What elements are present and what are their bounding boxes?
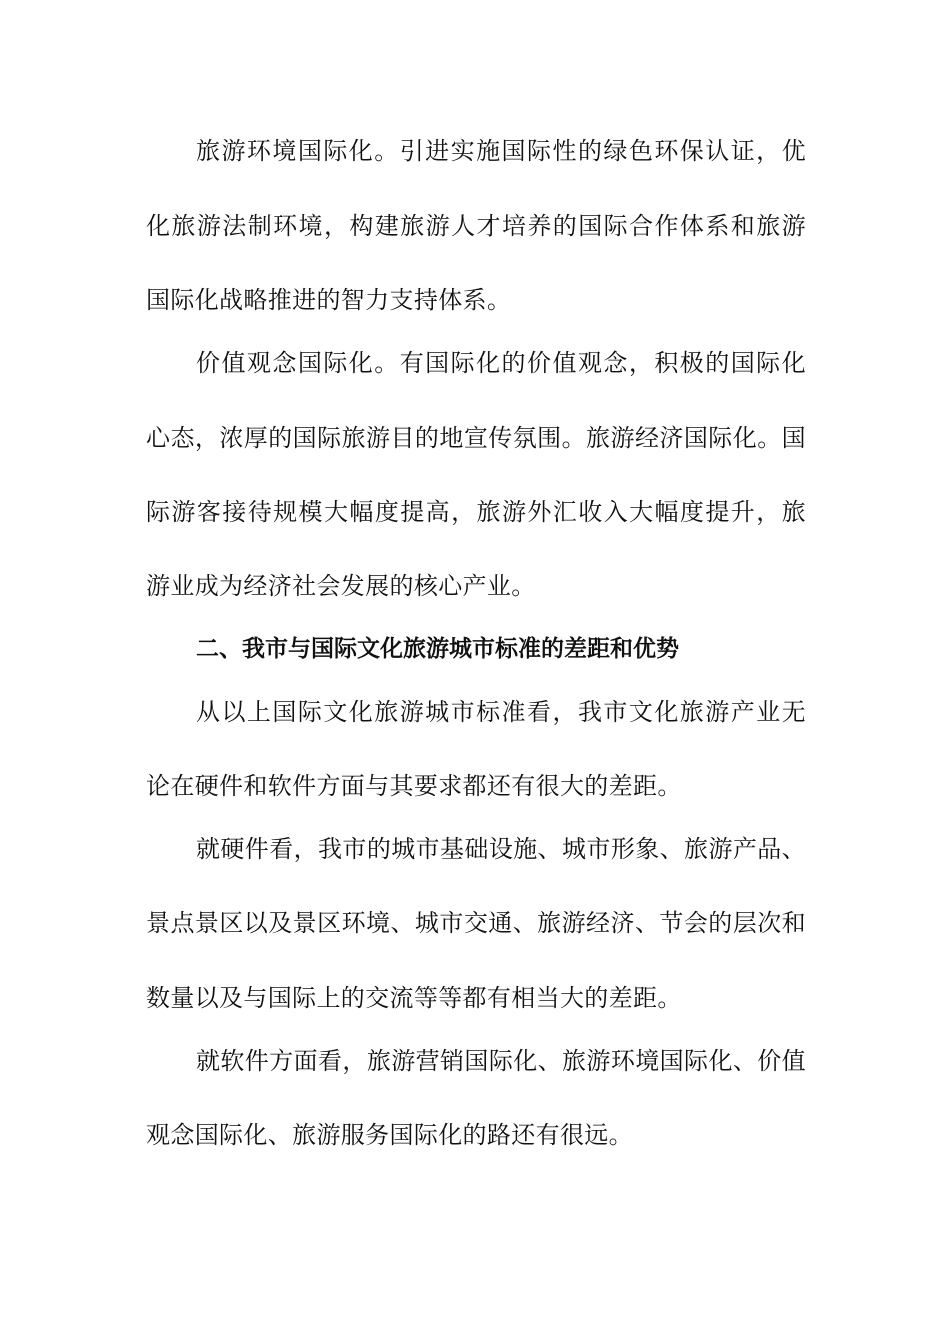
paragraph-3-line-1: 从以上国际文化旅游城市标准看，我市文化旅游产业无 [196,698,806,726]
paragraph-1-line-3: 国际化战略推进的智力支持体系。 [146,286,512,314]
paragraph-3-line-2: 论在硬件和软件方面与其要求都还有很大的差距。 [146,772,682,800]
paragraph-5-line-1: 就软件方面看，旅游营销国际化、旅游环境国际化、价值 [196,1047,806,1075]
paragraph-1-line-1: 旅游环境国际化。引进实施国际性的绿色环保认证，优 [196,137,806,165]
paragraph-5-line-2: 观念国际化、旅游服务国际化的路还有很远。 [146,1121,633,1149]
paragraph-4-line-2: 景点景区以及景区环境、城市交通、旅游经济、节会的层次和 [146,909,806,937]
paragraph-1-line-2: 化旅游法制环境，构建旅游人才培养的国际合作体系和旅游 [146,212,806,240]
paragraph-2-line-4: 游业成为经济社会发展的核心产业。 [146,572,536,600]
paragraph-4-line-3: 数量以及与国际上的交流等等都有相当大的差距。 [146,984,682,1012]
paragraph-2-line-2: 心态，浓厚的国际旅游目的地宣传氛围。旅游经济国际化。国 [146,424,806,452]
section-heading: 二、我市与国际文化旅游城市标准的差距和优势 [196,636,679,662]
paragraph-4-line-1: 就硬件看，我市的城市基础设施、城市形象、旅游产品、 [196,835,806,863]
paragraph-2-line-3: 际游客接待规模大幅度提高，旅游外汇收入大幅度提升，旅 [146,498,806,526]
paragraph-2-line-1: 价值观念国际化。有国际化的价值观念，积极的国际化 [196,349,806,377]
